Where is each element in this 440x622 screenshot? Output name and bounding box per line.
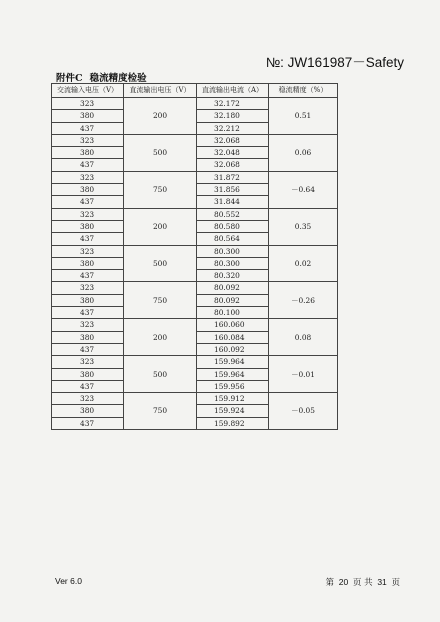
dc-output-voltage-cell: 500 [124,245,197,282]
ac-input-voltage-cell: 380 [52,368,124,380]
ac-input-voltage-cell: 437 [52,122,124,134]
dc-output-current-cell: 32.172 [197,98,269,110]
dc-output-current-cell: 32.068 [197,159,269,171]
dc-output-voltage-cell: 750 [124,282,197,319]
column-header-dc-output-voltage: 直流输出电压（V） [124,84,197,98]
dc-output-current-cell: 159.892 [197,417,269,429]
dc-output-current-cell: 80.320 [197,270,269,282]
page-mid: 页 共 [352,578,373,588]
appendix-label: 附件C [56,73,83,84]
ac-input-voltage-cell: 437 [52,233,124,245]
table-header-row [52,84,338,98]
accuracy-cell: －0.01 [269,356,338,393]
ac-input-voltage-cell: 323 [52,282,124,294]
ac-input-voltage-cell: 437 [52,380,124,392]
ac-input-voltage-cell: 323 [52,393,124,405]
dc-output-current-cell: 80.564 [197,233,269,245]
accuracy-cell: 0.51 [269,98,338,135]
dc-output-current-cell: 32.212 [197,122,269,134]
table-row [52,282,338,294]
accuracy-cell: －0.26 [269,282,338,319]
table-row [52,98,338,110]
ac-input-voltage-cell: 323 [52,208,124,220]
dc-output-current-cell: 160.060 [197,319,269,331]
dc-output-voltage-cell: 750 [124,393,197,430]
table-row [52,356,338,368]
accuracy-cell: 0.02 [269,245,338,282]
ac-input-voltage-cell: 437 [52,417,124,429]
document-number: №: JW161987－Safety [265,55,404,70]
dc-output-current-cell: 32.180 [197,110,269,122]
table-row [52,319,338,331]
column-header-accuracy: 稳流精度（%） [269,84,338,98]
page-prefix: 第 [325,578,335,588]
ac-input-voltage-cell: 437 [52,343,124,355]
dc-output-current-cell: 80.580 [197,220,269,232]
dc-output-current-cell: 80.092 [197,282,269,294]
dc-output-current-cell: 159.924 [197,405,269,417]
column-header-dc-output-current: 直流输出电流（A） [197,84,269,98]
dc-output-voltage-cell: 500 [124,134,197,171]
dc-output-voltage-cell: 500 [124,356,197,393]
table-row [52,171,338,183]
ac-input-voltage-cell: 323 [52,171,124,183]
ac-input-voltage-cell: 323 [52,245,124,257]
accuracy-cell: 0.06 [269,134,338,171]
ac-input-voltage-cell: 323 [52,98,124,110]
ac-input-voltage-cell: 380 [52,184,124,196]
dc-output-current-cell: 160.092 [197,343,269,355]
table-row [52,208,338,220]
ac-input-voltage-cell: 380 [52,294,124,306]
ac-input-voltage-cell: 323 [52,134,124,146]
dc-output-current-cell: 80.092 [197,294,269,306]
column-header-ac-input-voltage: 交流输入电压（V） [52,84,124,98]
dc-output-current-cell: 32.068 [197,134,269,146]
ac-input-voltage-cell: 437 [52,159,124,171]
dc-output-current-cell: 80.552 [197,208,269,220]
ac-input-voltage-cell: 323 [52,356,124,368]
dc-output-voltage-cell: 750 [124,171,197,208]
page-current: 20 [338,577,349,587]
dc-output-current-cell: 31.844 [197,196,269,208]
page-suffix: 页 [391,578,400,588]
ac-input-voltage-cell: 380 [52,331,124,343]
ac-input-voltage-cell: 380 [52,220,124,232]
current-stability-table [51,83,338,430]
dc-output-voltage-cell: 200 [124,319,197,356]
table-body [52,98,338,430]
ac-input-voltage-cell: 380 [52,110,124,122]
dc-output-current-cell: 160.084 [197,331,269,343]
section-title: 稳流精度检验 [89,73,147,84]
version-label: Ver 6.0 [55,576,82,586]
ac-input-voltage-cell: 380 [52,257,124,269]
dc-output-current-cell: 159.964 [197,356,269,368]
ac-input-voltage-cell: 437 [52,307,124,319]
dc-output-current-cell: 31.856 [197,184,269,196]
dc-output-current-cell: 80.300 [197,257,269,269]
ac-input-voltage-cell: 437 [52,196,124,208]
dc-output-voltage-cell: 200 [124,208,197,245]
section-heading [56,70,154,84]
dc-output-current-cell: 159.964 [197,368,269,380]
ac-input-voltage-cell: 437 [52,270,124,282]
ac-input-voltage-cell: 323 [52,319,124,331]
dc-output-current-cell: 32.048 [197,147,269,159]
dc-output-current-cell: 159.956 [197,380,269,392]
table-row [52,134,338,146]
dc-output-voltage-cell: 200 [124,98,197,135]
accuracy-cell: －0.64 [269,171,338,208]
accuracy-cell: 0.35 [269,208,338,245]
ac-input-voltage-cell: 380 [52,147,124,159]
page-total: 31 [377,577,387,587]
accuracy-cell: 0.08 [269,319,338,356]
dc-output-current-cell: 159.912 [197,393,269,405]
ac-input-voltage-cell: 380 [52,405,124,417]
accuracy-cell: －0.05 [269,393,338,430]
table-row [52,393,338,405]
dc-output-current-cell: 80.100 [197,307,269,319]
dc-output-current-cell: 31.872 [197,171,269,183]
table-row [52,245,338,257]
dc-output-current-cell: 80.300 [197,245,269,257]
page-number [326,576,400,588]
